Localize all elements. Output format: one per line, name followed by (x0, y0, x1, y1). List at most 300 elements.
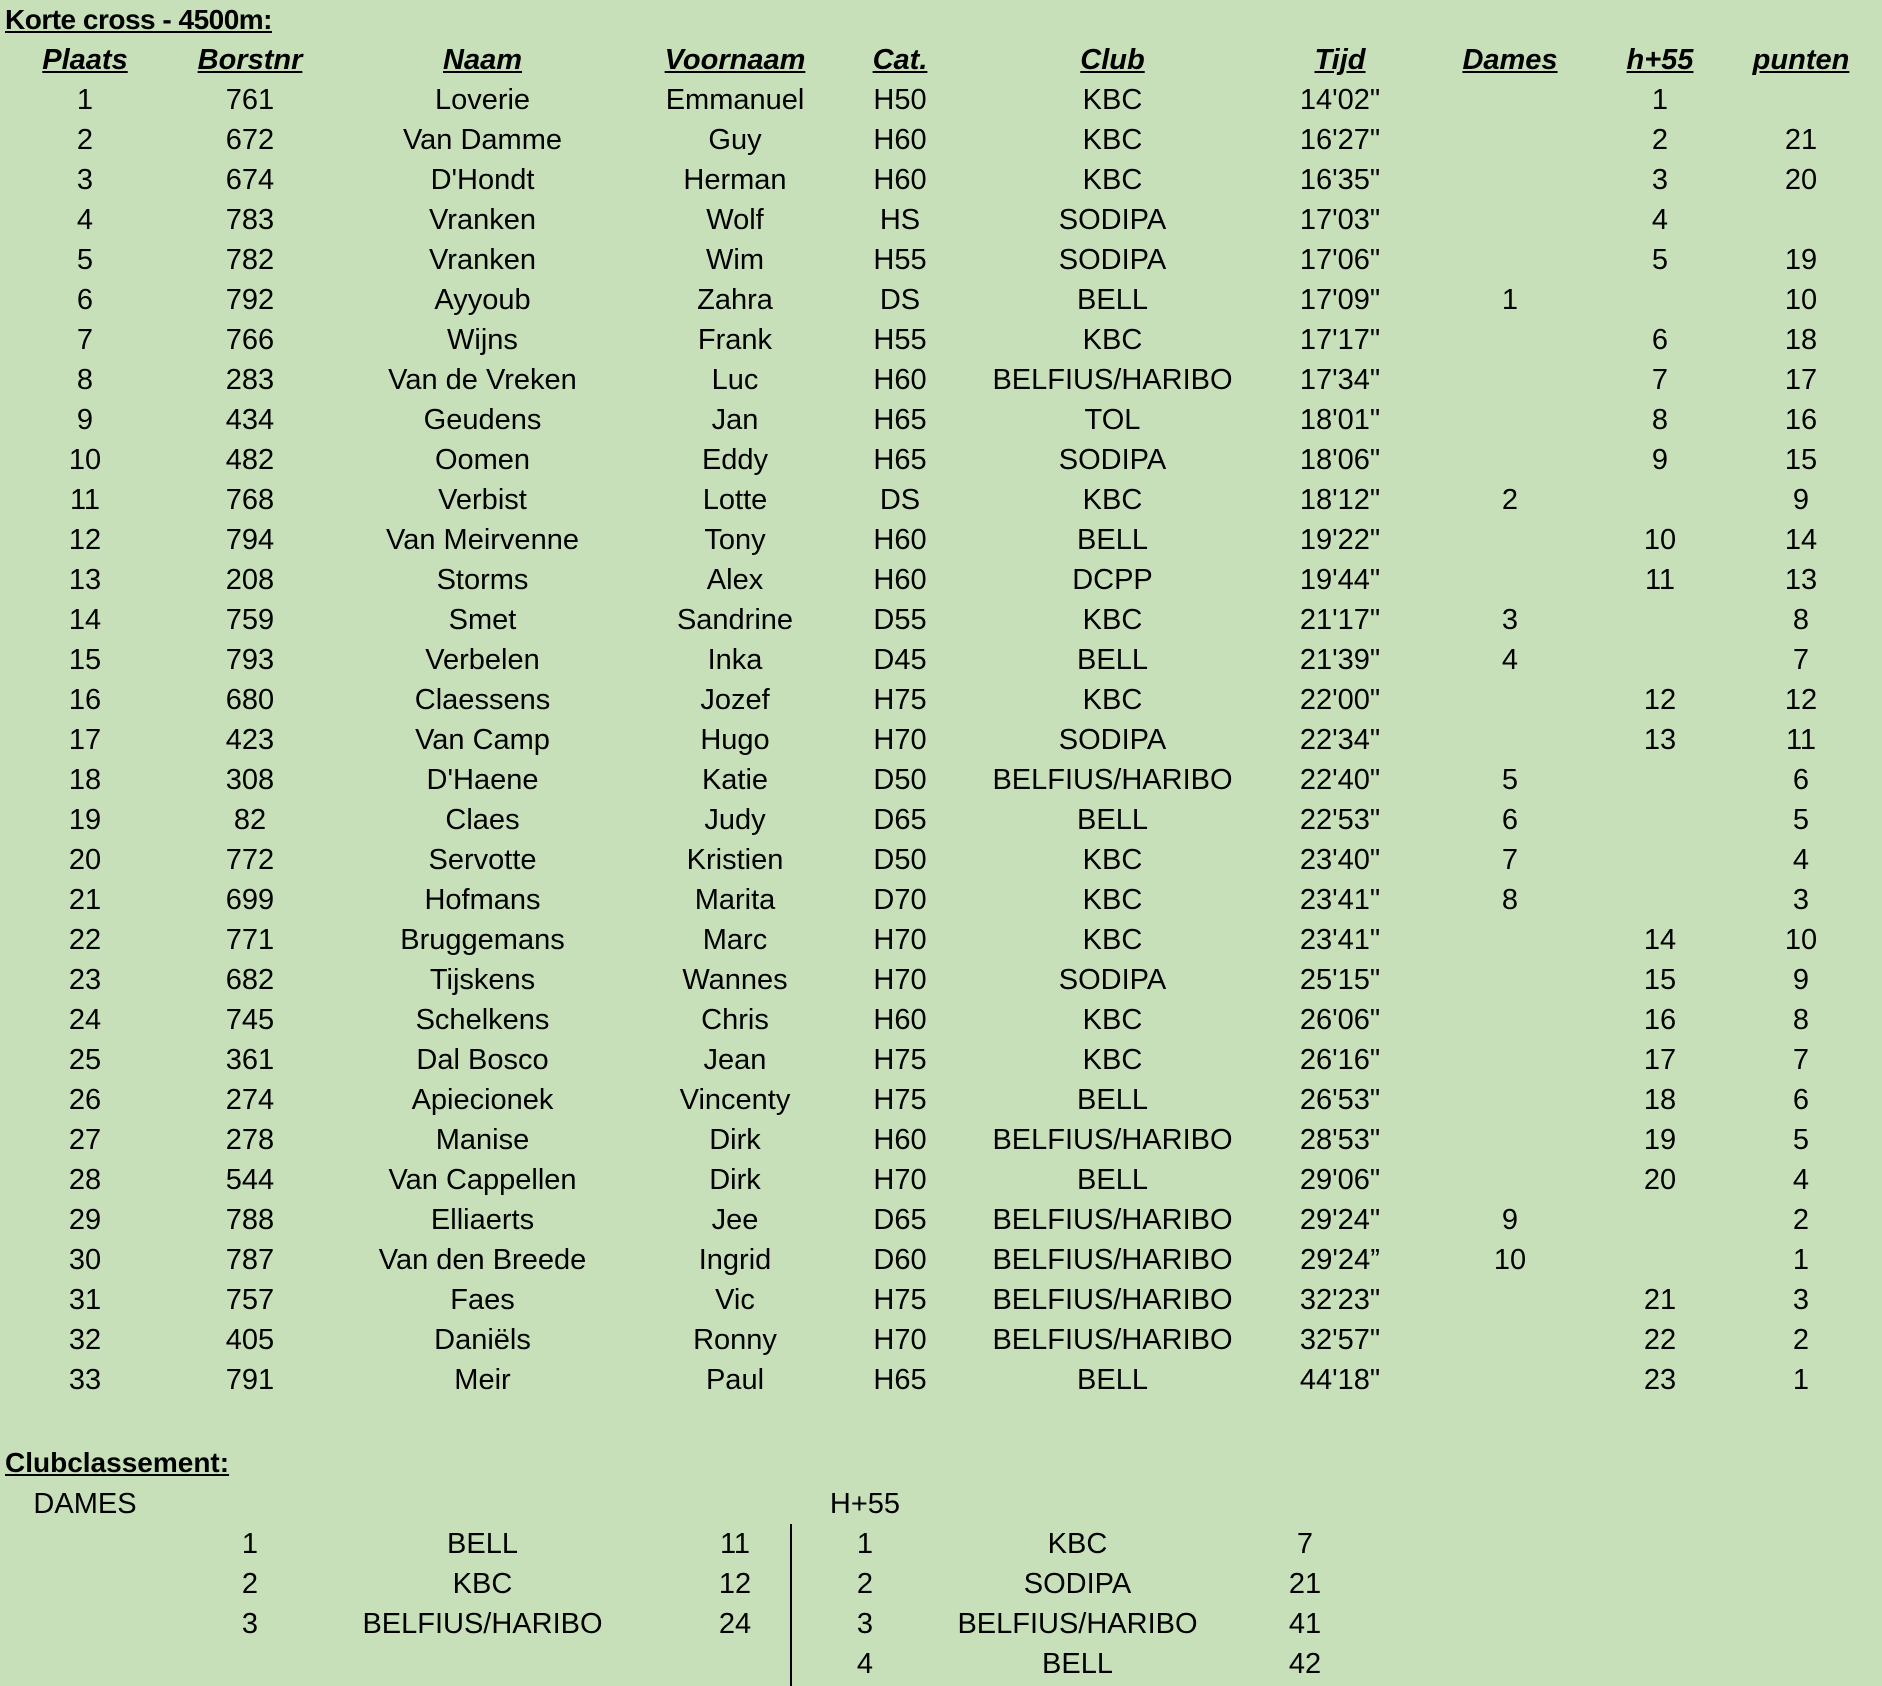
table-cell: KBC (1082, 164, 1143, 196)
table-cell: 11 (1785, 724, 1817, 756)
table-cell: H60 (873, 524, 927, 556)
table-row (0, 680, 1882, 720)
h55-ranking-cell: 7 (1296, 1528, 1314, 1560)
table-cell (1420, 1360, 1600, 1400)
table-row (0, 200, 1882, 240)
table-cell: 12 (68, 524, 102, 556)
table-cell: D55 (873, 604, 927, 636)
table-cell: 10 (1493, 1244, 1527, 1276)
table-cell: 791 (225, 1364, 275, 1396)
table-cell: BELL (1077, 284, 1148, 316)
table-cell: 208 (225, 564, 275, 596)
table-row (0, 480, 1882, 520)
table-cell: 14 (1784, 524, 1818, 556)
table-cell: H60 (873, 1124, 927, 1156)
table-cell: 26 (68, 1084, 102, 1116)
column-header: punten (1752, 44, 1850, 76)
table-cell: 5 (76, 244, 94, 276)
table-cell: Tony (704, 524, 766, 556)
table-cell: Guy (708, 124, 762, 156)
table-cell (1420, 240, 1600, 280)
table-cell: 22'00" (1299, 684, 1381, 716)
table-cell: DS (879, 484, 921, 516)
table-cell: 17 (68, 724, 102, 756)
dames-ranking-cell: 3 (241, 1608, 259, 1640)
table-cell (1420, 320, 1600, 360)
table-cell: H55 (873, 324, 927, 356)
table-cell: Paul (705, 1364, 765, 1396)
h55-label: H+55 (829, 1488, 901, 1520)
table-cell: DCPP (1072, 564, 1153, 596)
table-cell: KBC (1082, 324, 1143, 356)
table-cell: 2 (1501, 484, 1519, 516)
table-row (0, 360, 1882, 400)
table-cell: Sandrine (676, 604, 794, 636)
table-cell: 772 (225, 844, 275, 876)
table-cell: 2 (1792, 1204, 1810, 1236)
table-cell: 434 (225, 404, 275, 436)
table-row (0, 1200, 1882, 1240)
table-cell: H65 (873, 444, 927, 476)
table-row (0, 800, 1882, 840)
table-row (0, 1120, 1882, 1160)
table-cell (1420, 920, 1600, 960)
table-cell: Chris (701, 1004, 769, 1036)
table-cell (1720, 80, 1882, 120)
table-cell: 2 (1792, 1324, 1810, 1356)
table-cell: BELFIUS/HARIBO (992, 364, 1233, 396)
table-cell (1420, 1280, 1600, 1320)
table-cell: H50 (873, 84, 927, 116)
table-cell: Wijns (447, 324, 518, 356)
table-cell: Lotte (702, 484, 768, 516)
table-cell: 23'40" (1299, 844, 1381, 876)
column-header: Tijd (1314, 44, 1366, 76)
table-cell: 16'27" (1299, 124, 1381, 156)
table-cell: TOL (1084, 404, 1141, 436)
table-cell: 44'18" (1299, 1364, 1381, 1396)
table-cell: BELFIUS/HARIBO (992, 1244, 1233, 1276)
table-cell: 1 (1792, 1364, 1810, 1396)
table-cell: 20 (68, 844, 102, 876)
table-cell: 10 (1784, 284, 1818, 316)
table-cell: DS (879, 284, 921, 316)
table-cell: 25 (68, 1044, 102, 1076)
table-cell (1420, 1320, 1600, 1360)
table-cell (1600, 640, 1720, 680)
table-cell: SODIPA (1058, 204, 1167, 236)
table-cell: KBC (1082, 844, 1143, 876)
table-row (0, 1000, 1882, 1040)
table-cell: KBC (1082, 884, 1143, 916)
table-cell: 699 (225, 884, 275, 916)
table-cell: 13 (1643, 724, 1677, 756)
table-cell: 768 (225, 484, 275, 516)
table-cell: Dirk (709, 1164, 761, 1196)
table-cell: 788 (225, 1204, 275, 1236)
table-cell: 405 (225, 1324, 275, 1356)
table-cell: 21 (1643, 1284, 1677, 1316)
table-cell: Meir (454, 1364, 511, 1396)
table-cell: 16 (1643, 1004, 1677, 1036)
table-cell: Oomen (434, 444, 531, 476)
table-cell: 18'12" (1299, 484, 1381, 516)
table-cell: Schelkens (415, 1004, 550, 1036)
table-cell: D50 (873, 844, 927, 876)
table-cell: 2 (76, 124, 94, 156)
table-cell: 22'40" (1299, 764, 1381, 796)
table-cell: 17 (1784, 364, 1818, 396)
table-cell: 15 (68, 644, 102, 676)
table-cell: 682 (225, 964, 275, 996)
table-cell (1420, 160, 1600, 200)
results-body (0, 80, 1882, 1400)
table-cell: 28 (68, 1164, 102, 1196)
table-row (0, 1240, 1882, 1280)
table-cell: BELFIUS/HARIBO (992, 764, 1233, 796)
h55-ranking-cell: 41 (1288, 1608, 1322, 1640)
h55-ranking-cell: 42 (1288, 1648, 1322, 1680)
table-cell: 18'06" (1299, 444, 1381, 476)
results-table (0, 40, 1882, 1400)
table-cell: 8 (1792, 1004, 1810, 1036)
table-cell (1420, 1000, 1600, 1040)
table-cell: Verbelen (425, 644, 540, 676)
table-cell: H55 (873, 244, 927, 276)
table-cell: Jan (711, 404, 759, 436)
table-cell: H70 (873, 924, 927, 956)
table-cell: Frank (697, 324, 773, 356)
table-cell: 19 (68, 804, 102, 836)
table-cell: KBC (1082, 684, 1143, 716)
column-header: Cat. (872, 44, 928, 76)
table-cell: H65 (873, 404, 927, 436)
table-row (0, 560, 1882, 600)
table-cell: 30 (68, 1244, 102, 1276)
table-cell: 278 (225, 1124, 275, 1156)
table-cell: Verbist (438, 484, 527, 516)
table-cell (1420, 960, 1600, 1000)
table-cell (1420, 1040, 1600, 1080)
table-cell: Claes (445, 804, 520, 836)
table-cell (1600, 480, 1720, 520)
table-cell: BELFIUS/HARIBO (992, 1324, 1233, 1356)
table-cell: H70 (873, 1164, 927, 1196)
table-cell: SODIPA (1058, 444, 1167, 476)
table-cell (1600, 800, 1720, 840)
table-cell: H65 (873, 1364, 927, 1396)
table-cell: 3 (1792, 1284, 1810, 1316)
table-cell: 9 (76, 404, 94, 436)
table-cell: Herman (683, 164, 787, 196)
table-cell: 15 (1643, 964, 1677, 996)
table-cell: 4 (1501, 644, 1519, 676)
table-cell (1600, 600, 1720, 640)
table-cell: Tijskens (429, 964, 536, 996)
table-cell: KBC (1082, 484, 1143, 516)
table-row (0, 520, 1882, 560)
table-cell: 544 (225, 1164, 275, 1196)
table-cell: 6 (1501, 804, 1519, 836)
table-cell: 12 (1784, 684, 1818, 716)
table-cell: 21 (68, 884, 102, 916)
table-cell: 5 (1651, 244, 1669, 276)
table-cell: 274 (225, 1084, 275, 1116)
table-cell: Vic (715, 1284, 755, 1316)
table-cell: D60 (873, 1244, 927, 1276)
table-row (0, 840, 1882, 880)
column-header: Borstnr (197, 44, 303, 76)
table-cell: 16'35" (1299, 164, 1381, 196)
table-cell: 28'53" (1299, 1124, 1381, 1156)
table-cell: 792 (225, 284, 275, 316)
table-cell: 24 (68, 1004, 102, 1036)
table-cell: KBC (1082, 604, 1143, 636)
table-cell: 27 (68, 1124, 102, 1156)
table-cell: SODIPA (1058, 244, 1167, 276)
table-cell: BELL (1077, 1364, 1148, 1396)
table-cell: H60 (873, 1004, 927, 1036)
table-cell: Zahra (697, 284, 773, 316)
table-cell: 26'16" (1299, 1044, 1381, 1076)
table-row (0, 1360, 1882, 1400)
table-cell: 17'06" (1299, 244, 1381, 276)
table-cell: 4 (76, 204, 94, 236)
table-cell: 23 (1643, 1364, 1677, 1396)
table-cell: 10 (1784, 924, 1818, 956)
table-cell: KBC (1082, 1004, 1143, 1036)
table-cell: 29 (68, 1204, 102, 1236)
table-cell: 19 (1643, 1124, 1677, 1156)
table-cell: 782 (225, 244, 275, 276)
dames-ranking-cell: 11 (719, 1528, 751, 1560)
table-cell: KBC (1082, 924, 1143, 956)
table-cell: 14'02" (1299, 84, 1381, 116)
table-cell (1420, 400, 1600, 440)
table-cell: H60 (873, 124, 927, 156)
table-cell: 1 (1501, 284, 1519, 316)
h55-ranking-cell: 4 (856, 1648, 874, 1680)
table-cell: 32 (68, 1324, 102, 1356)
table-cell: 5 (1501, 764, 1519, 796)
table-row (0, 440, 1882, 480)
table-cell: 11 (1644, 564, 1676, 596)
table-cell: 423 (225, 724, 275, 756)
table-cell: BELL (1077, 524, 1148, 556)
table-cell: 674 (225, 164, 275, 196)
table-cell: D65 (873, 804, 927, 836)
table-cell: 25'15" (1299, 964, 1381, 996)
table-cell: 7 (76, 324, 94, 356)
table-cell: 17 (1643, 1044, 1677, 1076)
table-row (0, 600, 1882, 640)
table-cell: 482 (225, 444, 275, 476)
table-cell: 6 (1792, 764, 1810, 796)
table-cell: BELFIUS/HARIBO (992, 1204, 1233, 1236)
table-cell: Alex (706, 564, 764, 596)
table-cell: 29'24" (1299, 1204, 1381, 1236)
dames-ranking-cell: 1 (241, 1528, 259, 1560)
table-row (0, 240, 1882, 280)
column-header: Dames (1462, 44, 1558, 76)
table-cell (1420, 560, 1600, 600)
table-cell: Manise (435, 1124, 530, 1156)
table-cell: Vincenty (679, 1084, 791, 1116)
table-cell: Eddy (701, 444, 769, 476)
table-cell: Hofmans (424, 884, 541, 916)
table-cell: D'Hondt (430, 164, 535, 196)
dames-ranking-cell: 24 (718, 1608, 752, 1640)
table-cell: H75 (873, 1044, 927, 1076)
dames-ranking-cell: KBC (452, 1568, 513, 1600)
table-cell: 33 (68, 1364, 102, 1396)
table-cell: 19'22" (1299, 524, 1381, 556)
table-cell: 22'34" (1299, 724, 1381, 756)
table-cell: 32'57" (1299, 1324, 1381, 1356)
table-cell: 771 (225, 924, 275, 956)
table-cell: D45 (873, 644, 927, 676)
h55-ranking-cell: BELFIUS/HARIBO (957, 1608, 1198, 1640)
table-cell: 15 (1784, 444, 1818, 476)
table-cell: 361 (225, 1044, 275, 1076)
table-cell (1420, 120, 1600, 160)
table-cell: 672 (225, 124, 275, 156)
table-cell: HS (879, 204, 921, 236)
dames-ranking-cell: BELL (447, 1528, 518, 1560)
table-cell (1600, 280, 1720, 320)
table-cell: 17'09" (1299, 284, 1381, 316)
table-cell (1420, 1080, 1600, 1120)
table-cell: Van Meirvenne (386, 524, 579, 556)
table-row (0, 880, 1882, 920)
table-cell: Vranken (429, 244, 536, 276)
table-cell: 2 (1651, 124, 1669, 156)
table-cell: H60 (873, 164, 927, 196)
table-cell: 3 (1792, 884, 1810, 916)
table-cell: 20 (1643, 1164, 1677, 1196)
table-cell: Judy (704, 804, 766, 836)
table-cell: Apiecionek (411, 1084, 554, 1116)
column-header: Plaats (42, 44, 128, 76)
table-cell: KBC (1082, 84, 1143, 116)
table-cell: 757 (225, 1284, 275, 1316)
table-cell: Jozef (700, 684, 770, 716)
table-cell: 6 (1792, 1084, 1810, 1116)
h55-ranking-cell: KBC (1047, 1528, 1108, 1560)
club-ranking-title: Clubclassement: (5, 1447, 230, 1478)
table-cell: H75 (873, 684, 927, 716)
table-cell: Emmanuel (665, 84, 805, 116)
table-cell (1420, 360, 1600, 400)
column-header: Naam (443, 44, 522, 76)
table-cell: 7 (1501, 844, 1519, 876)
table-cell: 17'03" (1299, 204, 1381, 236)
table-cell (1720, 200, 1882, 240)
table-cell: 32'23" (1299, 1284, 1381, 1316)
table-cell: 4 (1792, 1164, 1810, 1196)
table-cell: Van Cappellen (388, 1164, 577, 1196)
table-cell: SODIPA (1058, 964, 1167, 996)
table-cell (1420, 1160, 1600, 1200)
table-cell: 5 (1792, 1124, 1810, 1156)
table-cell: H60 (873, 364, 927, 396)
table-cell: 19'44" (1299, 564, 1381, 596)
table-cell: 16 (1784, 404, 1818, 436)
column-header: Voornaam (664, 44, 806, 76)
table-cell: Van den Breede (378, 1244, 587, 1276)
table-cell (1420, 1120, 1600, 1160)
table-cell: Ingrid (698, 1244, 772, 1276)
table-cell (1420, 520, 1600, 560)
table-row (0, 280, 1882, 320)
table-cell: 16 (68, 684, 102, 716)
table-cell: 787 (225, 1244, 275, 1276)
table-cell: 18 (68, 764, 102, 796)
table-cell: Wim (706, 244, 764, 276)
table-cell: 794 (225, 524, 275, 556)
table-cell: 29'24” (1300, 1244, 1380, 1276)
table-cell: 12 (1643, 684, 1677, 716)
table-cell: H70 (873, 1324, 927, 1356)
table-cell: 14 (68, 604, 102, 636)
table-cell: H60 (873, 564, 927, 596)
table-cell: 10 (1643, 524, 1677, 556)
table-cell: D65 (873, 1204, 927, 1236)
table-cell: D50 (873, 764, 927, 796)
table-row (0, 1320, 1882, 1360)
table-cell: Smet (448, 604, 517, 636)
dames-ranking-cell: 12 (718, 1568, 752, 1600)
table-cell: Marc (702, 924, 768, 956)
table-cell: BELL (1077, 804, 1148, 836)
column-header: Club (1080, 44, 1145, 76)
h55-ranking-cell: 21 (1288, 1568, 1322, 1600)
table-cell: 3 (1501, 604, 1519, 636)
table-cell: Katie (701, 764, 769, 796)
table-cell: SODIPA (1058, 724, 1167, 756)
table-cell (1420, 440, 1600, 480)
table-cell: 9 (1792, 484, 1810, 516)
table-cell: 5 (1792, 804, 1810, 836)
h55-ranking-cell: BELL (1042, 1648, 1113, 1680)
table-row (0, 760, 1882, 800)
table-cell: 17'17" (1299, 324, 1381, 356)
table-cell: Van Camp (415, 724, 550, 756)
table-cell: 18 (1784, 324, 1818, 356)
table-cell: Van Damme (402, 124, 563, 156)
table-cell: 9 (1651, 444, 1669, 476)
table-row (0, 80, 1882, 120)
table-cell: 8 (1501, 884, 1519, 916)
table-cell: 14 (1643, 924, 1677, 956)
table-cell: H75 (873, 1284, 927, 1316)
table-cell: 8 (76, 364, 94, 396)
table-row (0, 160, 1882, 200)
table-cell (1600, 760, 1720, 800)
table-row (0, 960, 1882, 1000)
column-header: h+55 (1626, 44, 1694, 76)
table-row (0, 320, 1882, 360)
table-cell: Dirk (709, 1124, 761, 1156)
table-cell: 761 (225, 84, 275, 116)
table-cell (1420, 200, 1600, 240)
table-cell (1420, 720, 1600, 760)
table-cell: D70 (873, 884, 927, 916)
table-row (0, 1040, 1882, 1080)
page-title: Korte cross - 4500m: (5, 4, 273, 35)
dames-label: DAMES (33, 1488, 137, 1520)
table-cell: Luc (711, 364, 759, 396)
